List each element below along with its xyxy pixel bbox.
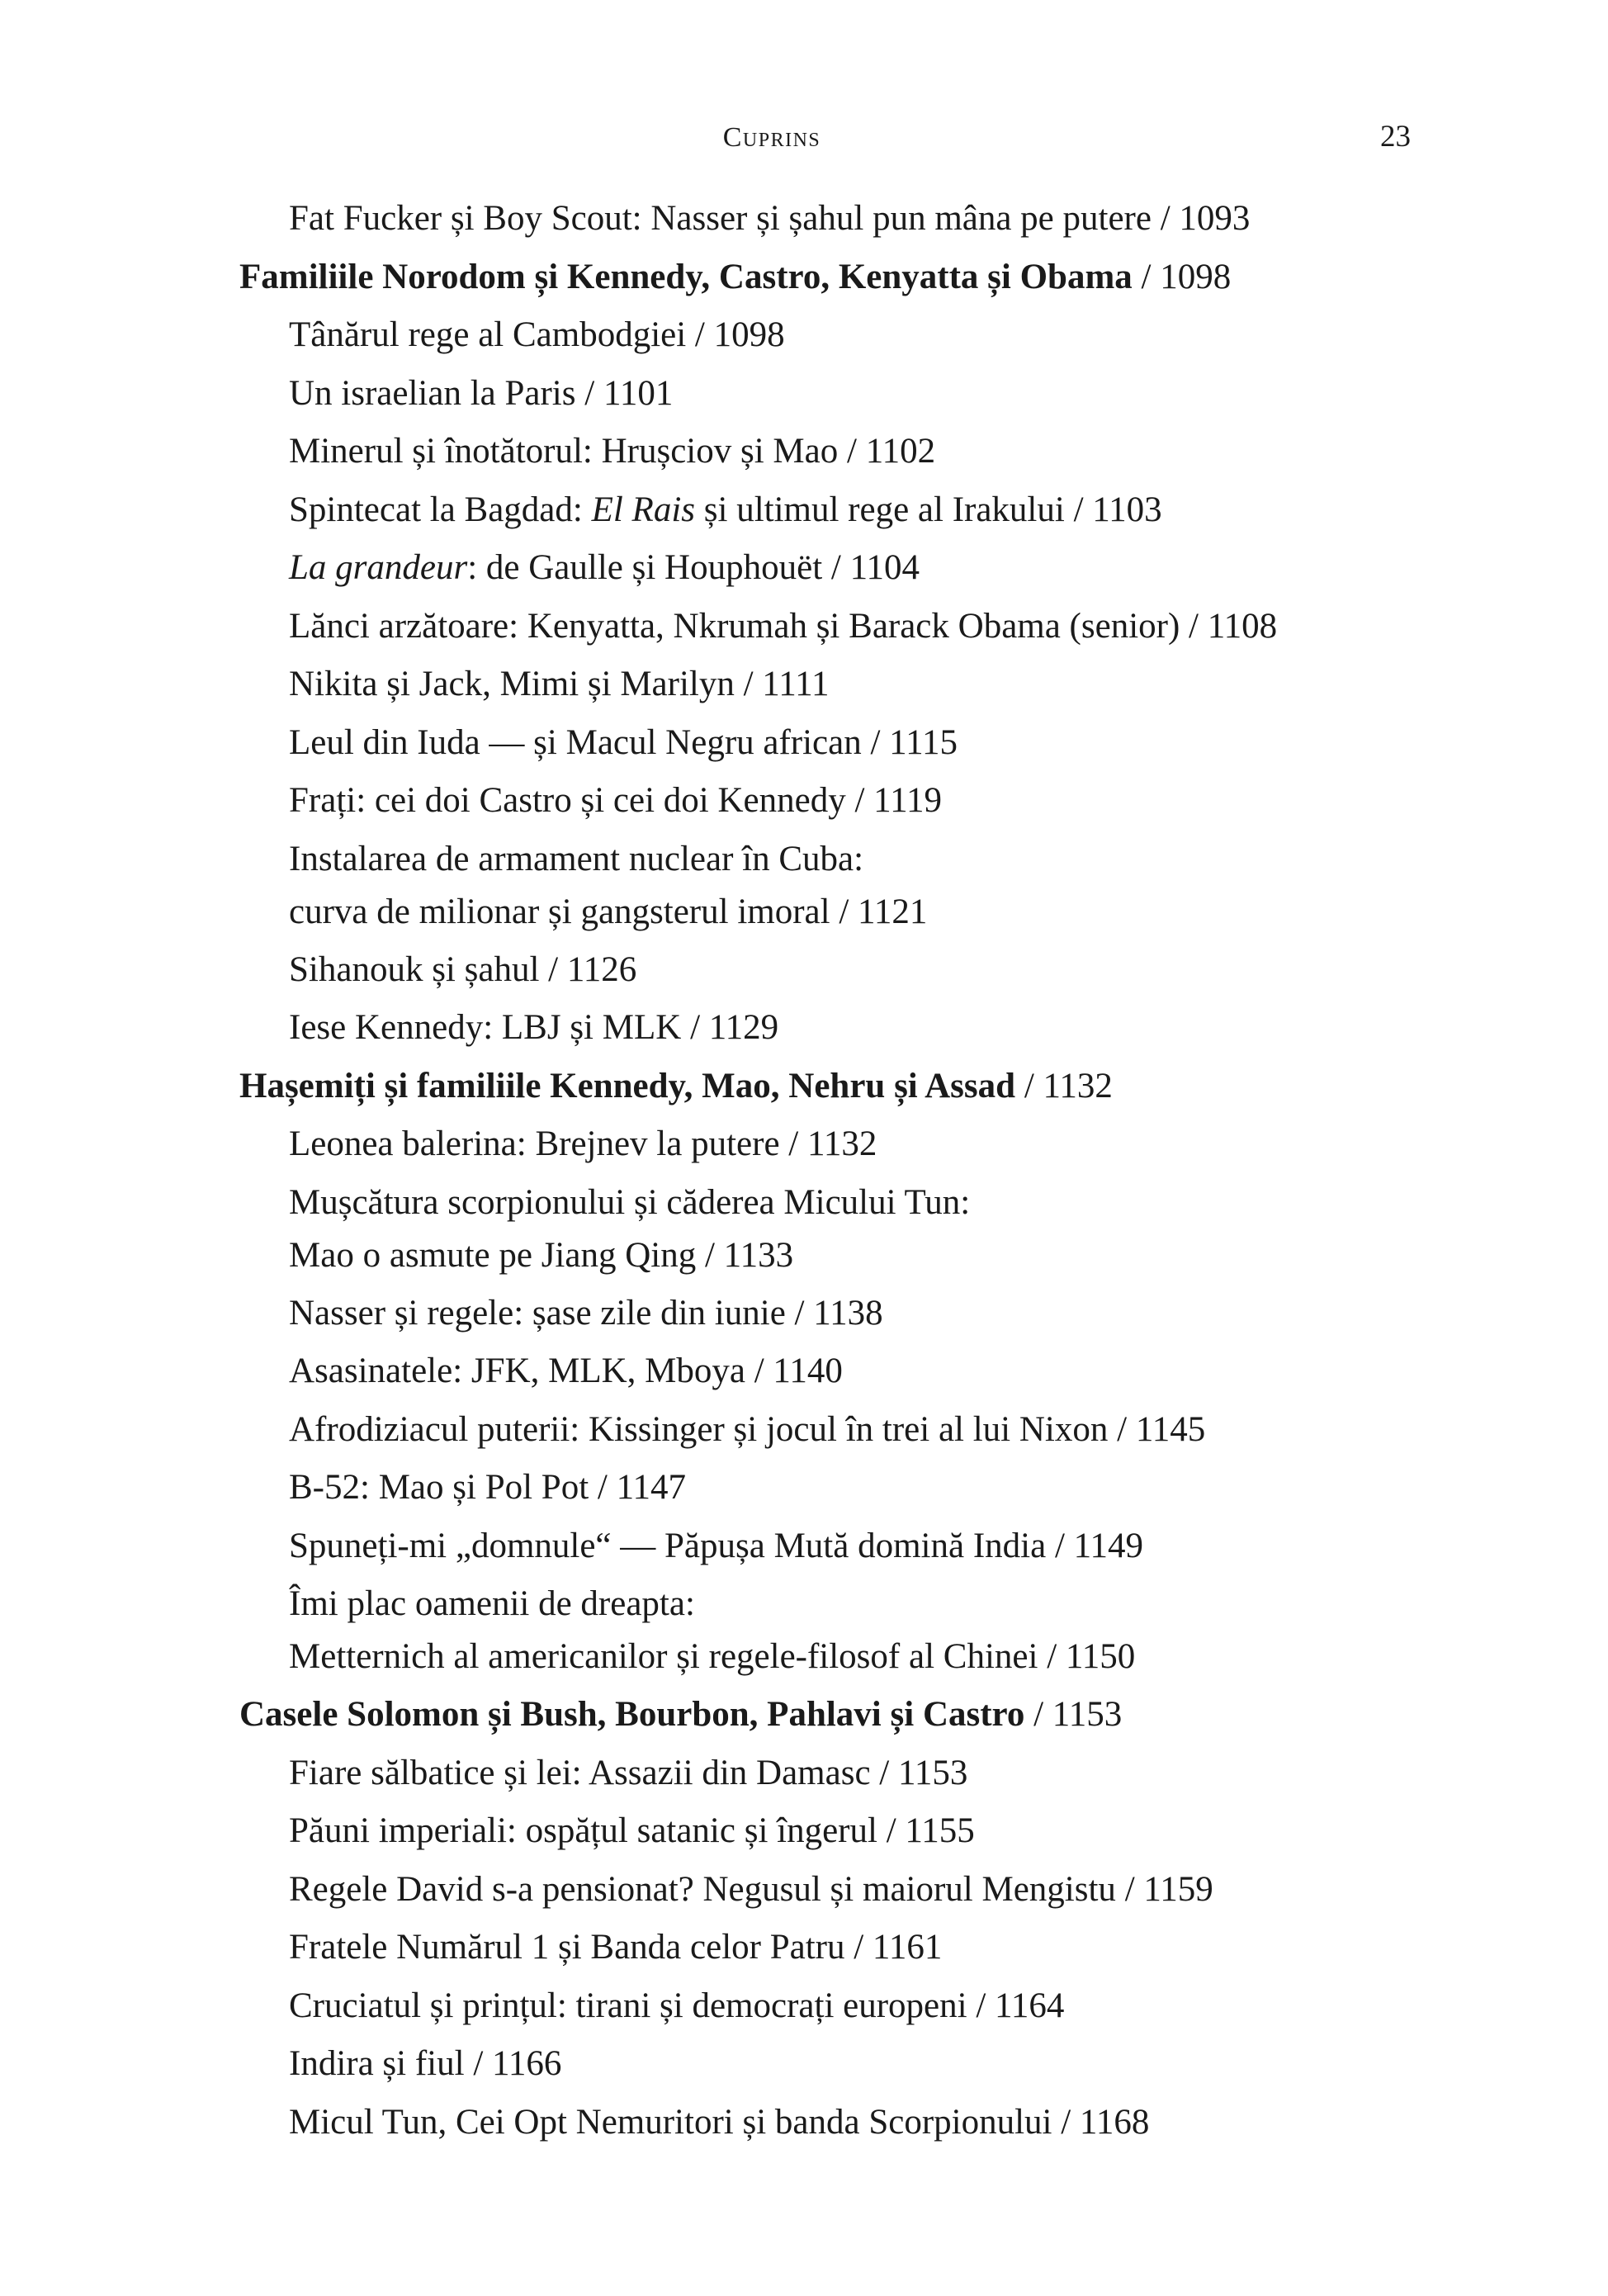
toc-entry-page: / 1153: [870, 1753, 968, 1792]
toc-entry-page: / 1138: [785, 1293, 883, 1333]
toc-entry-title-line: Îmi plac oamenii de dreapta:: [289, 1584, 695, 1623]
toc-entry-page: / 1093: [1151, 199, 1251, 238]
toc-entry: [0, 772, 1608, 831]
toc-entry-page: / 1115: [861, 722, 958, 762]
toc-section-page: / 1098: [1132, 257, 1232, 296]
toc-entry-page: / 1101: [575, 373, 674, 413]
toc-entry-page: / 1129: [681, 1008, 779, 1047]
toc-entry-title-line: Mao o asmute pe Jiang Qing: [289, 1235, 697, 1275]
toc-entry: [0, 941, 1608, 1000]
toc-entry-page: / 1166: [464, 2044, 562, 2083]
page-header: [0, 122, 1608, 163]
toc-entry: [0, 1861, 1608, 1920]
toc-section-page: / 1132: [1015, 1066, 1113, 1105]
toc-entry-page: / 1121: [830, 892, 928, 931]
toc-entry-page: / 1145: [1108, 1409, 1206, 1449]
toc-entry-page: / 1111: [734, 665, 830, 703]
toc-entry: [0, 1401, 1608, 1460]
toc-entry-title: Spuneți-mi „domnule“ — Păpușa Mută domină India: [289, 1526, 1047, 1565]
toc-entry-title: Micul Tun, Cei Opt Nemuritori și banda Scorpionului: [289, 2102, 1052, 2142]
toc-entry-title: Frați: cei doi Castro și cei doi Kennedy: [289, 781, 846, 820]
toc-entry: [0, 1285, 1608, 1343]
toc-entry: [0, 190, 1608, 249]
toc-entry: [0, 1174, 1608, 1285]
toc-entry-title: Regele David s-a pensionat? Negusul și maiorul Mengistu: [289, 1869, 1116, 1909]
toc-entry: [0, 1342, 1608, 1401]
toc-entry-title-part: : de Gaulle și Houphouët: [467, 548, 823, 587]
running-title: Cuprins: [722, 122, 821, 153]
toc-section-title: Hașemiți și familiile Kennedy, Mao, Nehru și Assad: [239, 1066, 1016, 1105]
toc-entry-page: / 1108: [1180, 606, 1278, 646]
toc-entry: [0, 539, 1608, 598]
toc-entry-page: / 1103: [1064, 490, 1162, 529]
toc-entry: [0, 831, 1608, 941]
toc-entry-title: Lănci arzătoare: Kenyatta, Nkrumah și Barack Obama (senior): [289, 606, 1180, 646]
toc-entry-page: / 1159: [1115, 1869, 1213, 1909]
toc-entry-title: Sihanouk și șahul: [289, 949, 540, 989]
toc-entry: [0, 1977, 1608, 2036]
toc-entry-title-italic: El Rais: [591, 490, 696, 529]
toc-entry-title: Leul din Iuda — și Macul Negru african: [289, 722, 862, 762]
table-of-contents: [0, 190, 1608, 2152]
toc-section: [0, 1058, 1608, 1116]
toc-section: [0, 249, 1608, 307]
toc-entry-title: Leonea balerina: Brejnev la putere: [289, 1124, 780, 1163]
toc-entry-title: Iese Kennedy: LBJ și MLK: [289, 1008, 682, 1047]
toc-entry-title-part: Spintecat la Bagdad:: [289, 490, 592, 529]
toc-section-title: Casele Solomon și Bush, Bourbon, Pahlavi și Castro: [239, 1695, 1025, 1734]
toc-entry: [0, 2094, 1608, 2152]
page-number: 23: [1380, 120, 1411, 154]
toc-section-page: / 1153: [1024, 1695, 1123, 1734]
toc-section: [0, 1686, 1608, 1744]
toc-entry-title: Nikita și Jack, Mimi și Marilyn: [289, 665, 735, 703]
toc-entry-title-line: curva de milionar și gangsterul imoral: [289, 892, 830, 931]
toc-entry-title: Afrodiziacul puterii: Kissinger și jocul în trei al lui Nixon: [289, 1409, 1109, 1449]
toc-entry: [0, 365, 1608, 424]
toc-entry-page: / 1098: [686, 315, 785, 354]
toc-entry-title: Cruciatul și prințul: tirani și democrați europeni: [289, 1986, 967, 2025]
toc-entry: [0, 1575, 1608, 1686]
toc-entry-page: / 1104: [822, 548, 920, 587]
toc-entry: [0, 423, 1608, 481]
toc-entry-title: Tânărul rege al Cambodgiei: [289, 315, 687, 354]
toc-entry-title-part: și ultimul rege al Irakului: [695, 490, 1065, 529]
toc-entry-page: / 1168: [1052, 2102, 1150, 2142]
toc-entry: [0, 1802, 1608, 1861]
toc-entry: [0, 1459, 1608, 1517]
toc-entry: [0, 714, 1608, 773]
toc-entry: [0, 1744, 1608, 1803]
toc-entry: [0, 1115, 1608, 1174]
toc-entry: [0, 999, 1608, 1058]
toc-entry-title: Un israelian la Paris: [289, 373, 576, 413]
toc-entry-page: / 1102: [838, 432, 936, 471]
toc-entry-title: Fat Fucker și Boy Scout: Nasser și șahul pun mâna pe putere: [289, 199, 1152, 238]
toc-entry: [0, 598, 1608, 656]
toc-entry-title: Minerul și înotătorul: Hrușciov și Mao: [289, 432, 839, 471]
toc-entry-page: / 1155: [877, 1811, 975, 1850]
toc-entry-page: / 1132: [779, 1124, 877, 1163]
toc-entry-title-line: Mușcătura scorpionului și căderea Micului Tun:: [289, 1182, 971, 1222]
toc-entry-page: / 1133: [696, 1235, 794, 1275]
toc-entry-title: Asasinatele: JFK, MLK, Mboya: [289, 1352, 745, 1390]
toc-entry-page: / 1140: [745, 1352, 843, 1390]
toc-entry-page: / 1119: [845, 781, 942, 820]
toc-entry: [0, 481, 1608, 540]
toc-entry: [0, 1919, 1608, 1977]
toc-entry-title: Păuni imperiali: ospățul satanic și îngerul: [289, 1811, 877, 1850]
toc-entry-title-line: Instalarea de armament nuclear în Cuba:: [289, 839, 864, 878]
toc-entry-page: / 1161: [844, 1928, 943, 1967]
toc-entry: [0, 656, 1608, 714]
toc-entry-title: Fratele Numărul 1 și Banda celor Patru: [289, 1928, 845, 1967]
toc-entry-page: / 1126: [539, 949, 637, 989]
toc-entry-title: Nasser și regele: șase zile din iunie: [289, 1293, 786, 1333]
toc-section-title: Familiile Norodom și Kennedy, Castro, Kenyatta și Obama: [239, 257, 1133, 296]
toc-entry-page: / 1149: [1046, 1526, 1144, 1565]
toc-entry-title: Indira și fiul: [289, 2044, 465, 2083]
toc-entry: [0, 1517, 1608, 1576]
toc-entry-title: B-52: Mao și Pol Pot: [289, 1468, 589, 1507]
toc-entry-page: / 1147: [589, 1468, 687, 1507]
toc-entry-title: Fiare sălbatice și lei: Assazii din Damasc: [289, 1753, 871, 1792]
toc-entry: [0, 306, 1608, 365]
toc-entry-page: / 1164: [967, 1986, 1065, 2025]
toc-entry-page: / 1150: [1038, 1637, 1136, 1676]
toc-entry-title-italic: La grandeur: [289, 548, 468, 587]
toc-entry-title-line: Metternich al americanilor și regele-filosof al Chinei: [289, 1637, 1038, 1676]
toc-entry: [0, 2035, 1608, 2094]
